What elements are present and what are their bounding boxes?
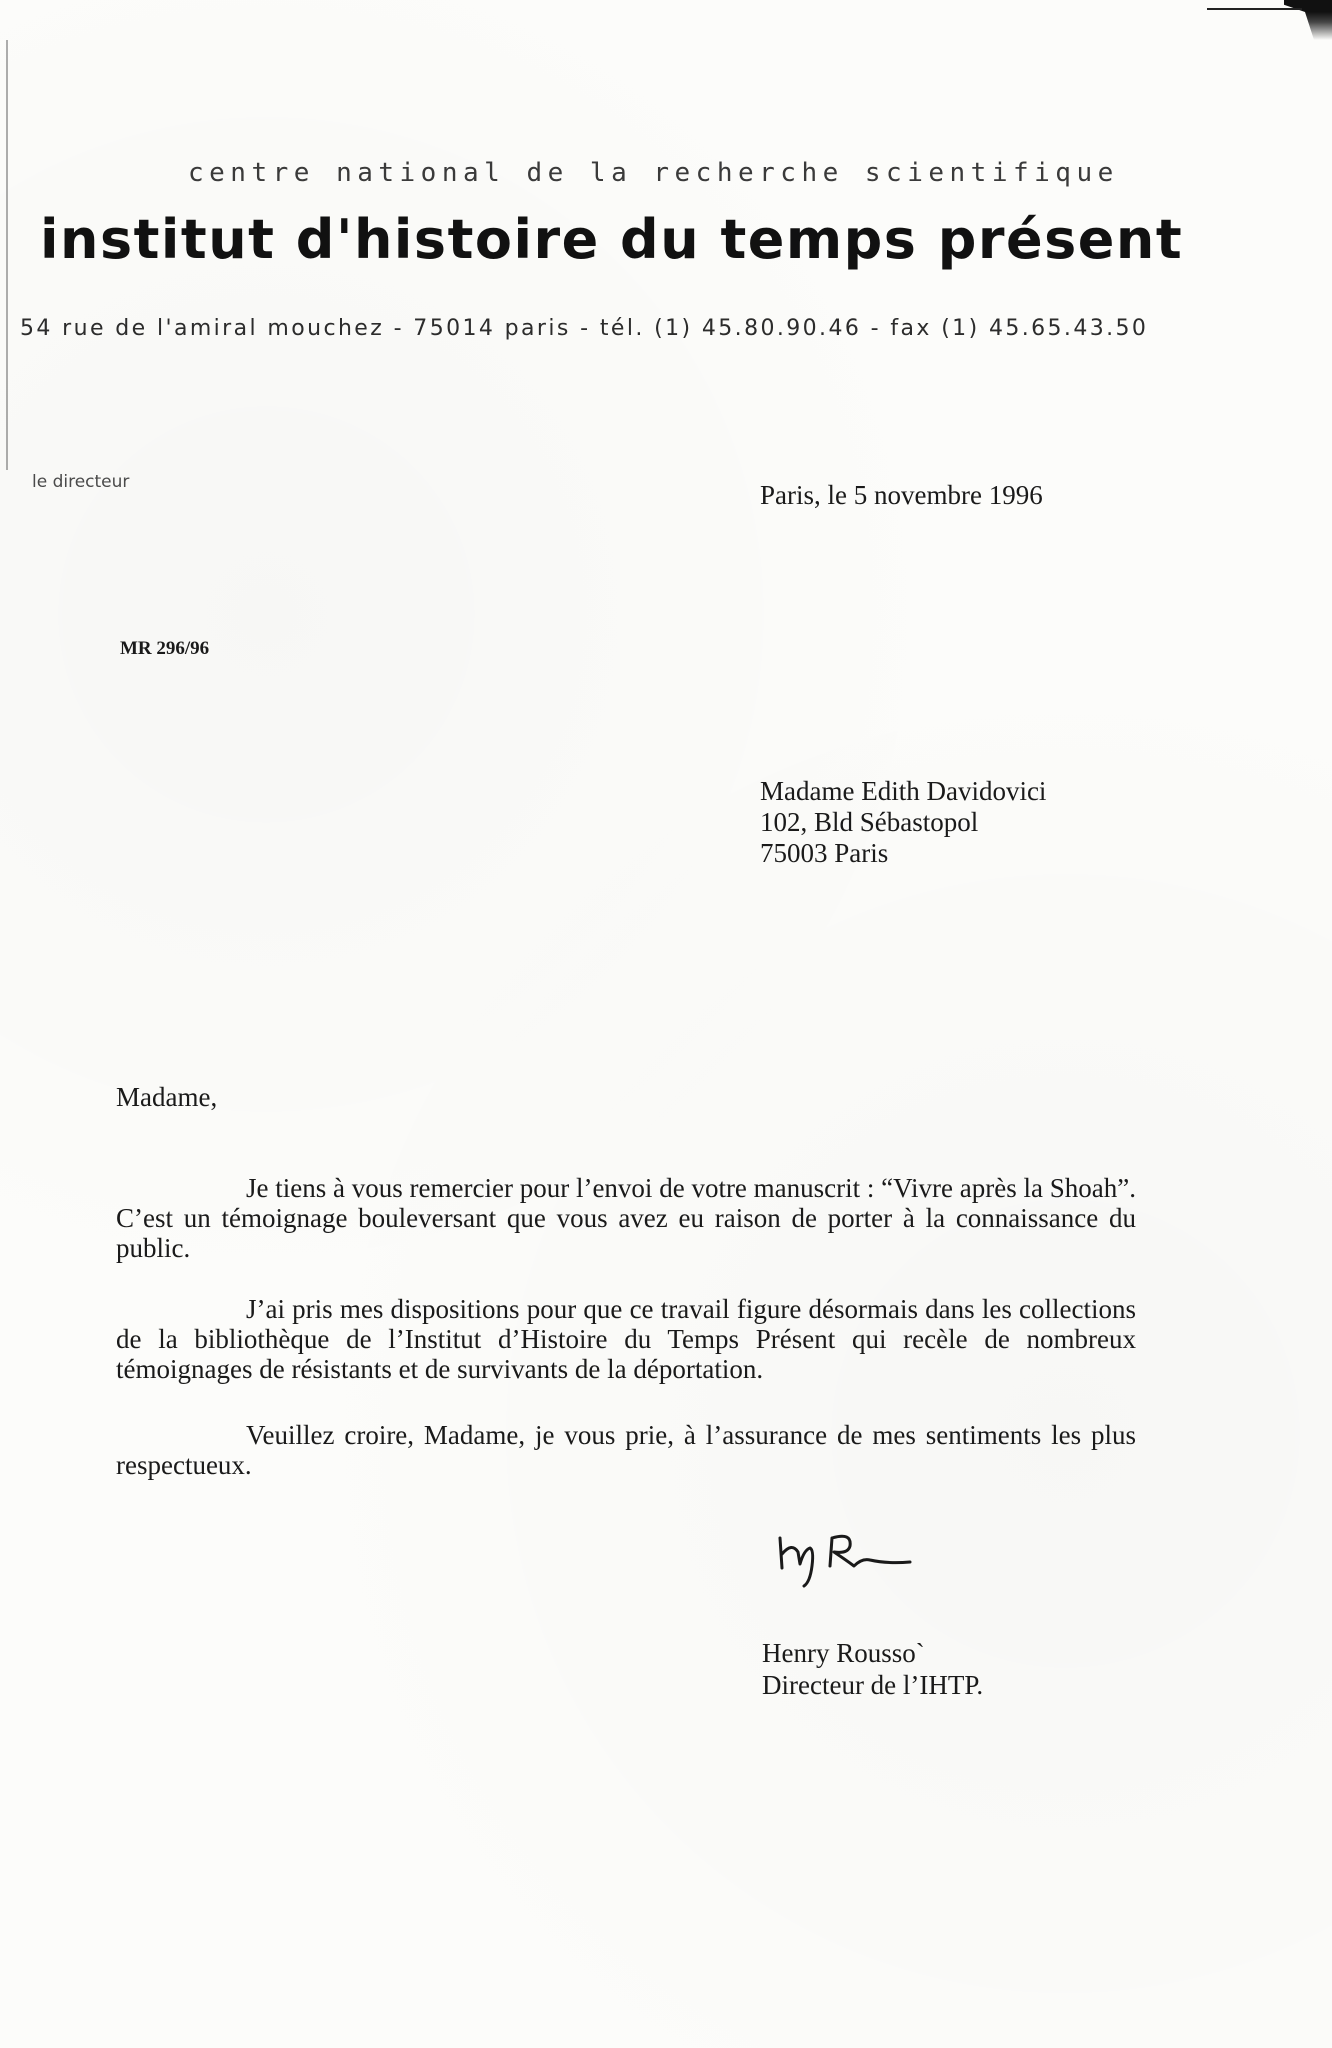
signer-block (762, 1637, 983, 1701)
signer-title: Directeur de l’IHTP. (762, 1670, 984, 1700)
letterhead-organization: centre national de la recherche scientifique (188, 158, 1119, 188)
body-paragraph-3: Veuillez croire, Madame, je vous prie, à l’assurance de mes sentiments les plus respectueux. (116, 1420, 1136, 1480)
body-paragraph-2: J’ai pris mes dispositions pour que ce travail figure désormais dans les collections de la bibliothèque de l’Institut d’Histoire du Temps Présent qui recèle de nombreux témoignages de résistants et de survivants de la déportation. (116, 1294, 1136, 1384)
recipient-name: Madame Edith Davidovici (760, 776, 1047, 806)
recipient-street: 102, Bld Sébastopol (760, 807, 979, 837)
scan-corner-shadow (1272, 0, 1332, 40)
recipient-address-block (760, 776, 1046, 869)
letter-date: Paris, le 5 novembre 1996 (760, 480, 1043, 510)
salutation: Madame, (116, 1082, 218, 1112)
body-paragraph-1: Je tiens à vous remercier pour l’envoi de votre manuscrit : “Vivre après la Shoah”. C’est un témoignage bouleversant que vous avez eu raison de porter à la connaissance du public. (116, 1173, 1136, 1263)
letterhead-role: le directeur (32, 472, 130, 492)
letterhead-address: 54 rue de l'amiral mouchez - 75014 paris - tél. (1) 45.80.90.46 - fax (1) 45.65.43.50 (20, 316, 1149, 341)
signer-name: Henry Rousso` (762, 1638, 925, 1668)
letter-reference: MR 296/96 (120, 638, 210, 659)
recipient-city: 75003 Paris (760, 838, 889, 868)
handwritten-signature (770, 1520, 920, 1590)
scan-corner-line (1207, 8, 1302, 10)
scan-edge-mark (6, 40, 8, 470)
letterhead-institute: institut d'histoire du temps présent (40, 208, 1184, 271)
